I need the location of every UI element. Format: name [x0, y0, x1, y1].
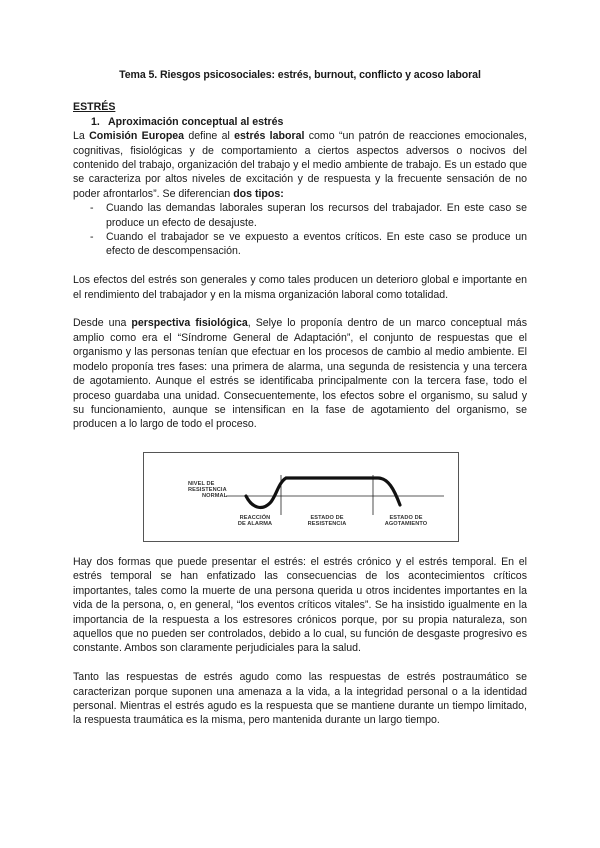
document-page-lower [73, 555, 527, 728]
text-run: define al [184, 130, 235, 143]
types-list [73, 201, 527, 259]
subsection-heading [91, 115, 527, 129]
bold-run: estrés laboral [234, 130, 305, 143]
paragraph-acute: Tanto las respuestas de estrés agudo como las respuestas de estrés postraumático se caracterizan porque suponen una amenaza a la vida, a la integridad personal o a la identidad personal. Mientras el estrés agudo es la respuesta que se mantiene durante un tiempo limitado, la respuesta traumática es la misma, pero mantenida durante un largo tiempo. [73, 671, 527, 727]
dash-bullet: - [90, 202, 94, 215]
document-title: Tema 5. Riesgos psicosociales: estrés, burnout, conflicto y acoso laboral [119, 69, 481, 81]
phase-label-alarm: REACCIÓN DE ALARMA [237, 515, 273, 528]
baseline-label: NIVEL DE RESISTENCIA NORMAL [188, 481, 228, 500]
list-item [73, 230, 527, 259]
subsection-number: 1. [91, 115, 100, 128]
gas-curve [246, 478, 400, 507]
list-item-text: Cuando las demandas laborales superan los recursos del trabajador. En este caso se produce un efecto de desajuste. [106, 202, 527, 229]
list-item [73, 201, 527, 230]
phase-label-exhaustion: ESTADO DE AGOTAMIENTO [384, 515, 428, 528]
bold-run: perspectiva fisiológica [131, 317, 248, 330]
subsection-label: Aproximación conceptual al estrés [108, 115, 284, 128]
document-page [73, 68, 527, 432]
section-heading: ESTRÉS [73, 101, 116, 114]
bold-run: dos tipos: [233, 187, 284, 200]
phase-label-resistance: ESTADO DE RESISTENCIA [307, 515, 347, 528]
text-run: La [73, 130, 90, 143]
paragraph-definition [73, 129, 527, 201]
bold-run: Comisión Europea [89, 130, 185, 143]
list-item-text: Cuando el trabajador se ve expuesto a eventos críticos. En este caso se produce un efecto de descompensación. [106, 231, 527, 258]
dash-bullet: - [90, 231, 94, 244]
text-run: Desde una [73, 317, 132, 330]
gas-diagram [143, 452, 459, 542]
paragraph-physiological [73, 316, 527, 431]
text-run: , Selye lo proponía dentro de un marco conceptual más amplio como era el “Síndrome General de Adaptación”, el conjunto de respuestas que el organismo y las personas tenían que efectuar en los procesos de cambio al medio ambiente. El modelo proponía tres fases: una primera de alarma, una segunda de resistencia y una tercera de agotamiento. Aunque el estrés se identificaba principalmente con la tercera fase, todo el proceso guardaba una unidad. Consecuentemente, los efectos sobre el organismo, su salud y su funcionamiento, aunque se intensifican en la fase de agotamiento del organismo, se producen a lo largo de todo el proceso. [73, 317, 527, 431]
paragraph-forms: Hay dos formas que puede presentar el estrés: el estrés crónico y el estrés temporal. En el estrés temporal se han enfatizado las consecuencias de los acontecimientos críticos importantes, tales como la muerte de una persona querida u otros incidentes importantes en la vida de la persona, o, en general, “los eventos críticos vitales”. Se ha insistido igualmente en la importancia de la respuesta a los estresores crónicos porque, por su propia naturaleza, son aquellos que no pueden ser controlados, debido a lo cual, su función de desgaste progresivo es constante. Ambos son claramente perjudiciales para la salud. [73, 556, 527, 655]
text-run: como “un patrón de reacciones emocionales, cognitivas, fisiológicas y de comportamiento a ciertos aspectos adversos o nocivos del contenido del trabajo, organización del trabajo y el medio ambiente de trabajo. Es un estado que se caracteriza por altos niveles de excitación y de respuesta y la frecuente sensación de no poder afrontarlos”. Se diferencian [73, 130, 527, 200]
paragraph-effects: Los efectos del estrés son generales y como tales producen un deterioro global e importante en el rendimiento del trabajador y en la misma organización laboral como totalidad. [73, 274, 527, 301]
